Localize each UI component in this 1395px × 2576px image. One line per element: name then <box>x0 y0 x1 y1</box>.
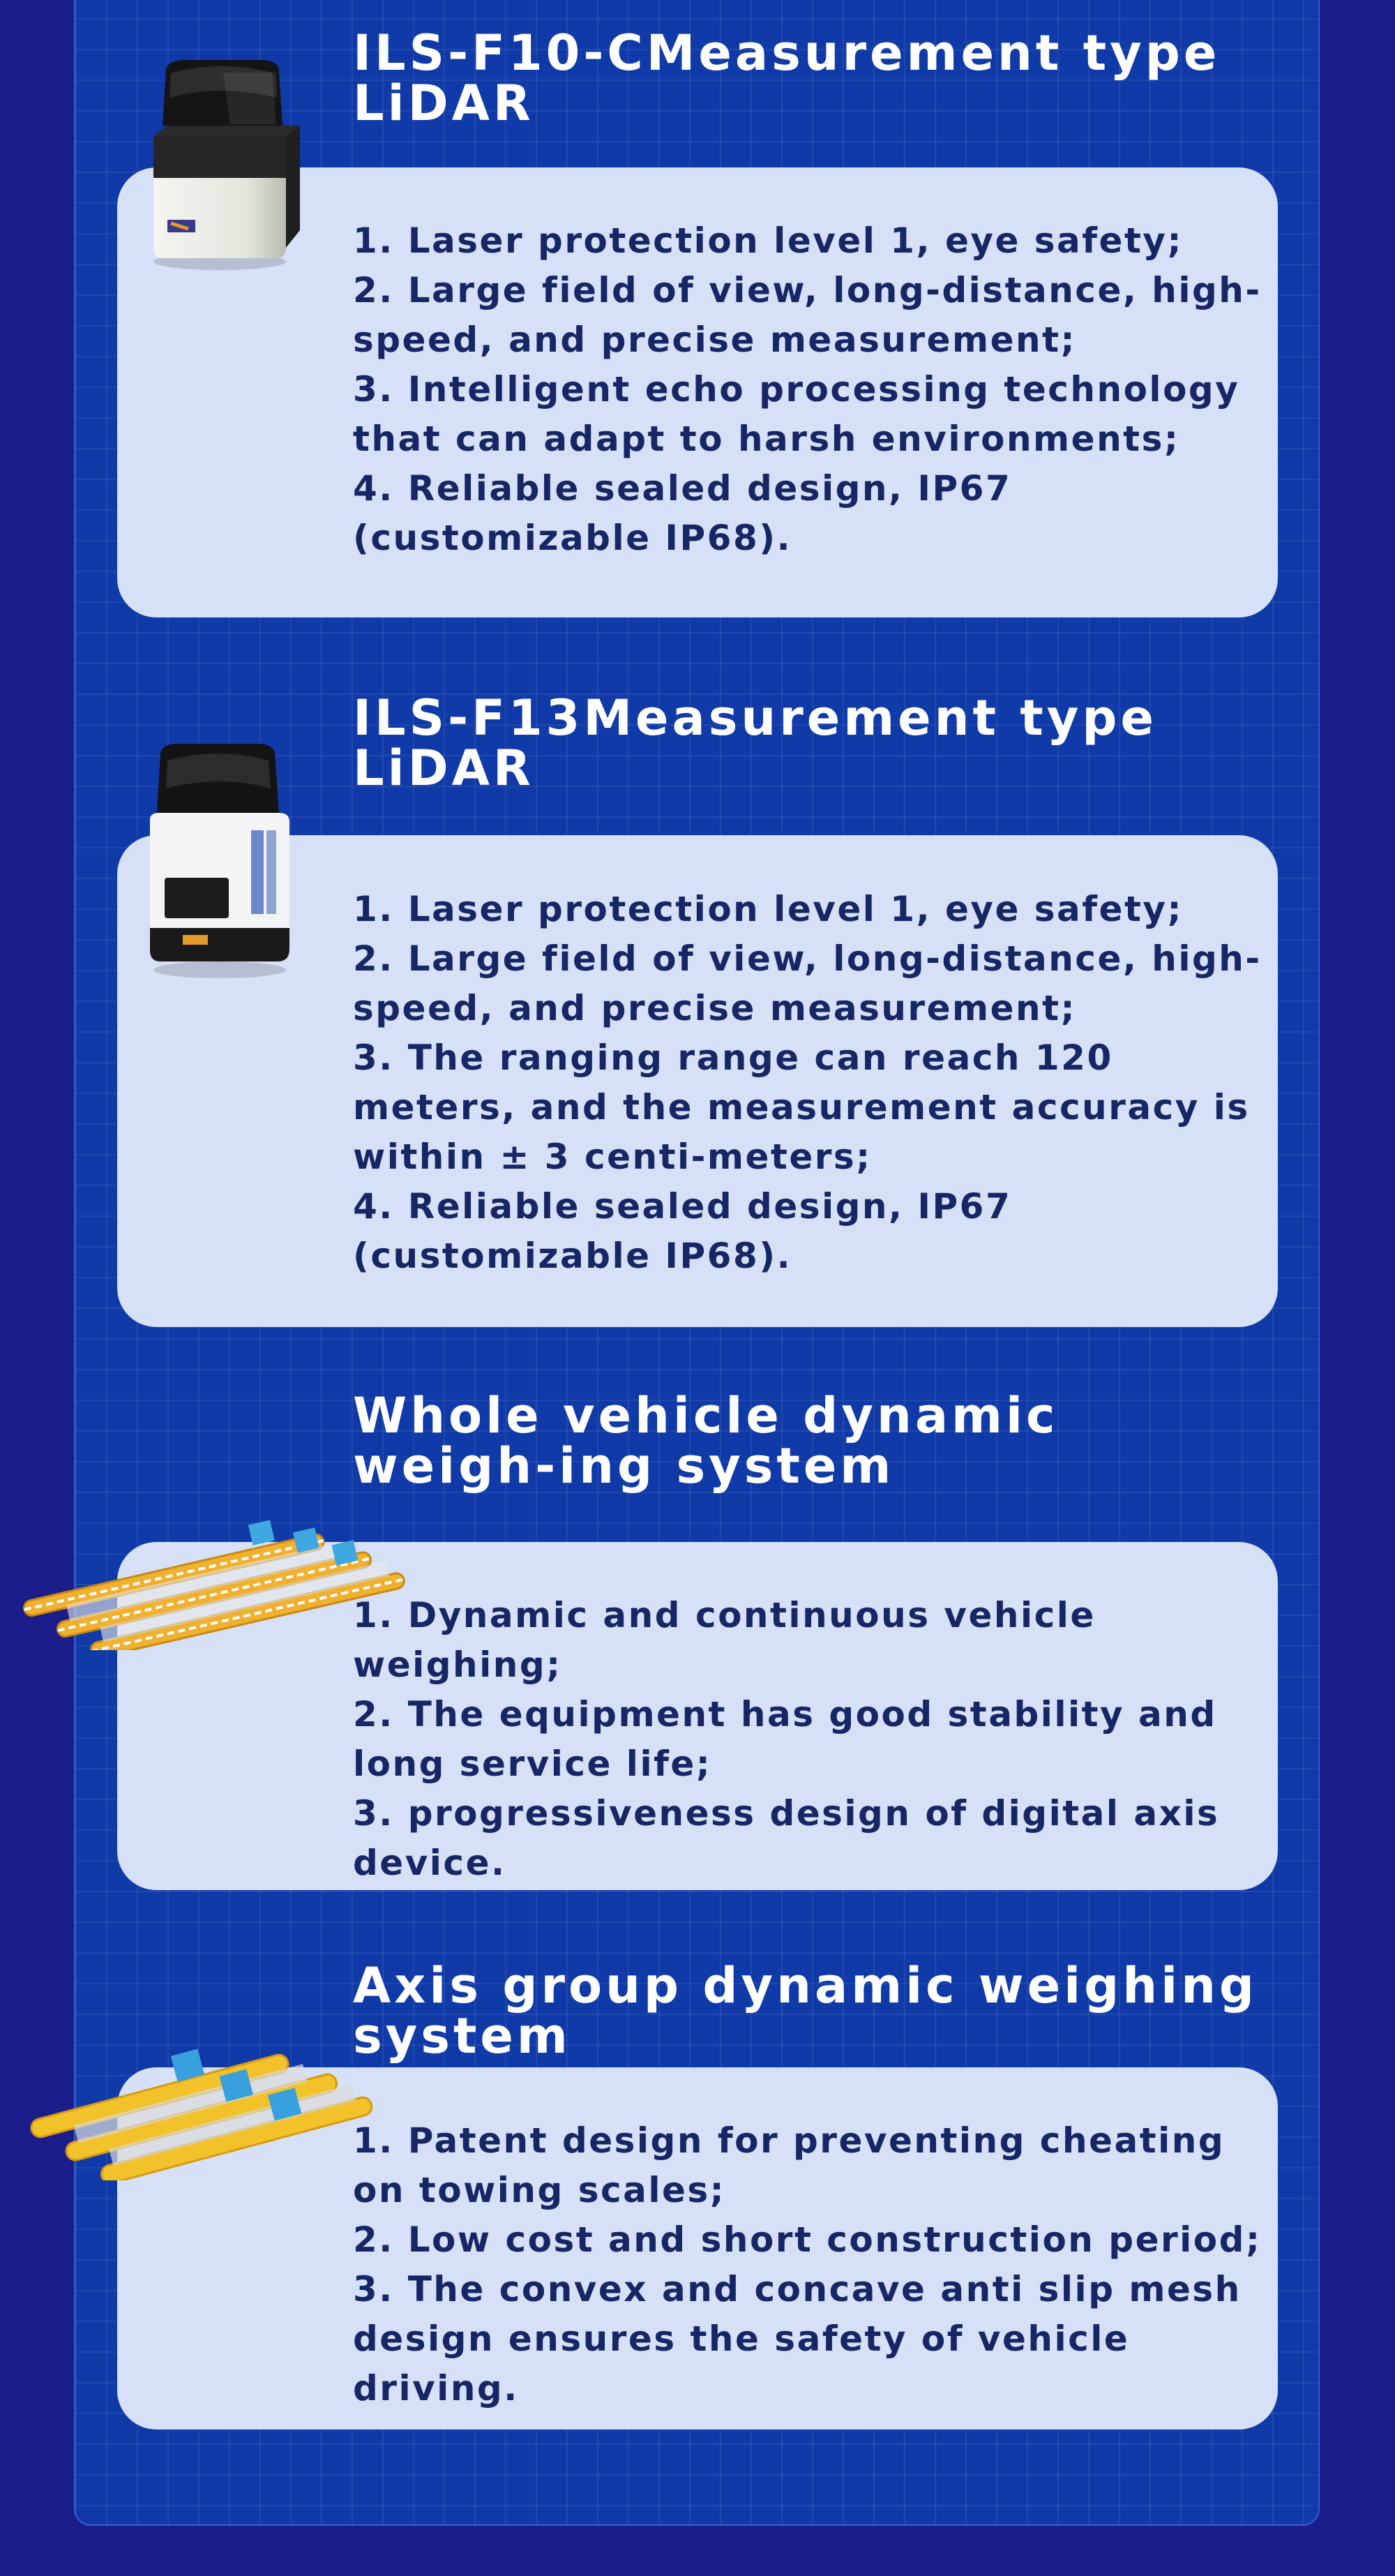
product-title: ILS-F13Measurement type LiDAR <box>353 689 1157 797</box>
weighing-platform-icon <box>7 1497 412 1650</box>
feature-item: 3. The ranging range can reach 120 meters, and the measurement accuracy is within ± 3 centi-meters; <box>353 1038 1250 1177</box>
axle-weighing-platform-icon <box>7 2006 398 2180</box>
feature-item: 1. Patent design for preventing cheating on towing scales; <box>353 2120 1226 2210</box>
feature-list <box>353 1591 1274 1888</box>
feature-item: 1. Dynamic and continuous vehicle weighing; <box>353 1595 1096 1685</box>
feature-list <box>353 2116 1274 2413</box>
feature-item: 1. Laser protection level 1, eye safety; <box>353 220 1183 261</box>
product-title: Axis group dynamic weighing system <box>353 1957 1258 2065</box>
feature-item: 3. progressiveness design of digital axis device. <box>353 1793 1220 1883</box>
feature-list <box>353 885 1274 1281</box>
product-title: ILS-F10-CMeasurement type LiDAR <box>353 24 1221 132</box>
product-title: Whole vehicle dynamic weigh-ing system <box>353 1387 1059 1495</box>
feature-item: 2. Large field of view, long-distance, high-speed, and precise measurement; <box>353 270 1262 360</box>
feature-item: 2. Large field of view, long-distance, high-speed, and precise measurement; <box>353 938 1262 1028</box>
feature-item: 3. Intelligent echo processing technology that can adapt to harsh environments; <box>353 369 1240 459</box>
lidar-scanner-black-icon <box>140 740 307 984</box>
feature-list <box>353 216 1274 563</box>
feature-item: 2. The equipment has good stability and long service life; <box>353 1694 1217 1784</box>
feature-item: 2. Low cost and short construction period; <box>353 2219 1262 2260</box>
feature-item: 4. Reliable sealed design, IP67 (customizable IP68). <box>353 1186 1012 1276</box>
feature-item: 3. The convex and concave anti slip mesh design ensures the safety of vehicle driving. <box>353 2269 1242 2409</box>
lidar-scanner-white-icon <box>140 56 307 279</box>
feature-item: 1. Laser protection level 1, eye safety; <box>353 889 1183 929</box>
feature-item: 4. Reliable sealed design, IP67 (customizable IP68). <box>353 468 1012 558</box>
